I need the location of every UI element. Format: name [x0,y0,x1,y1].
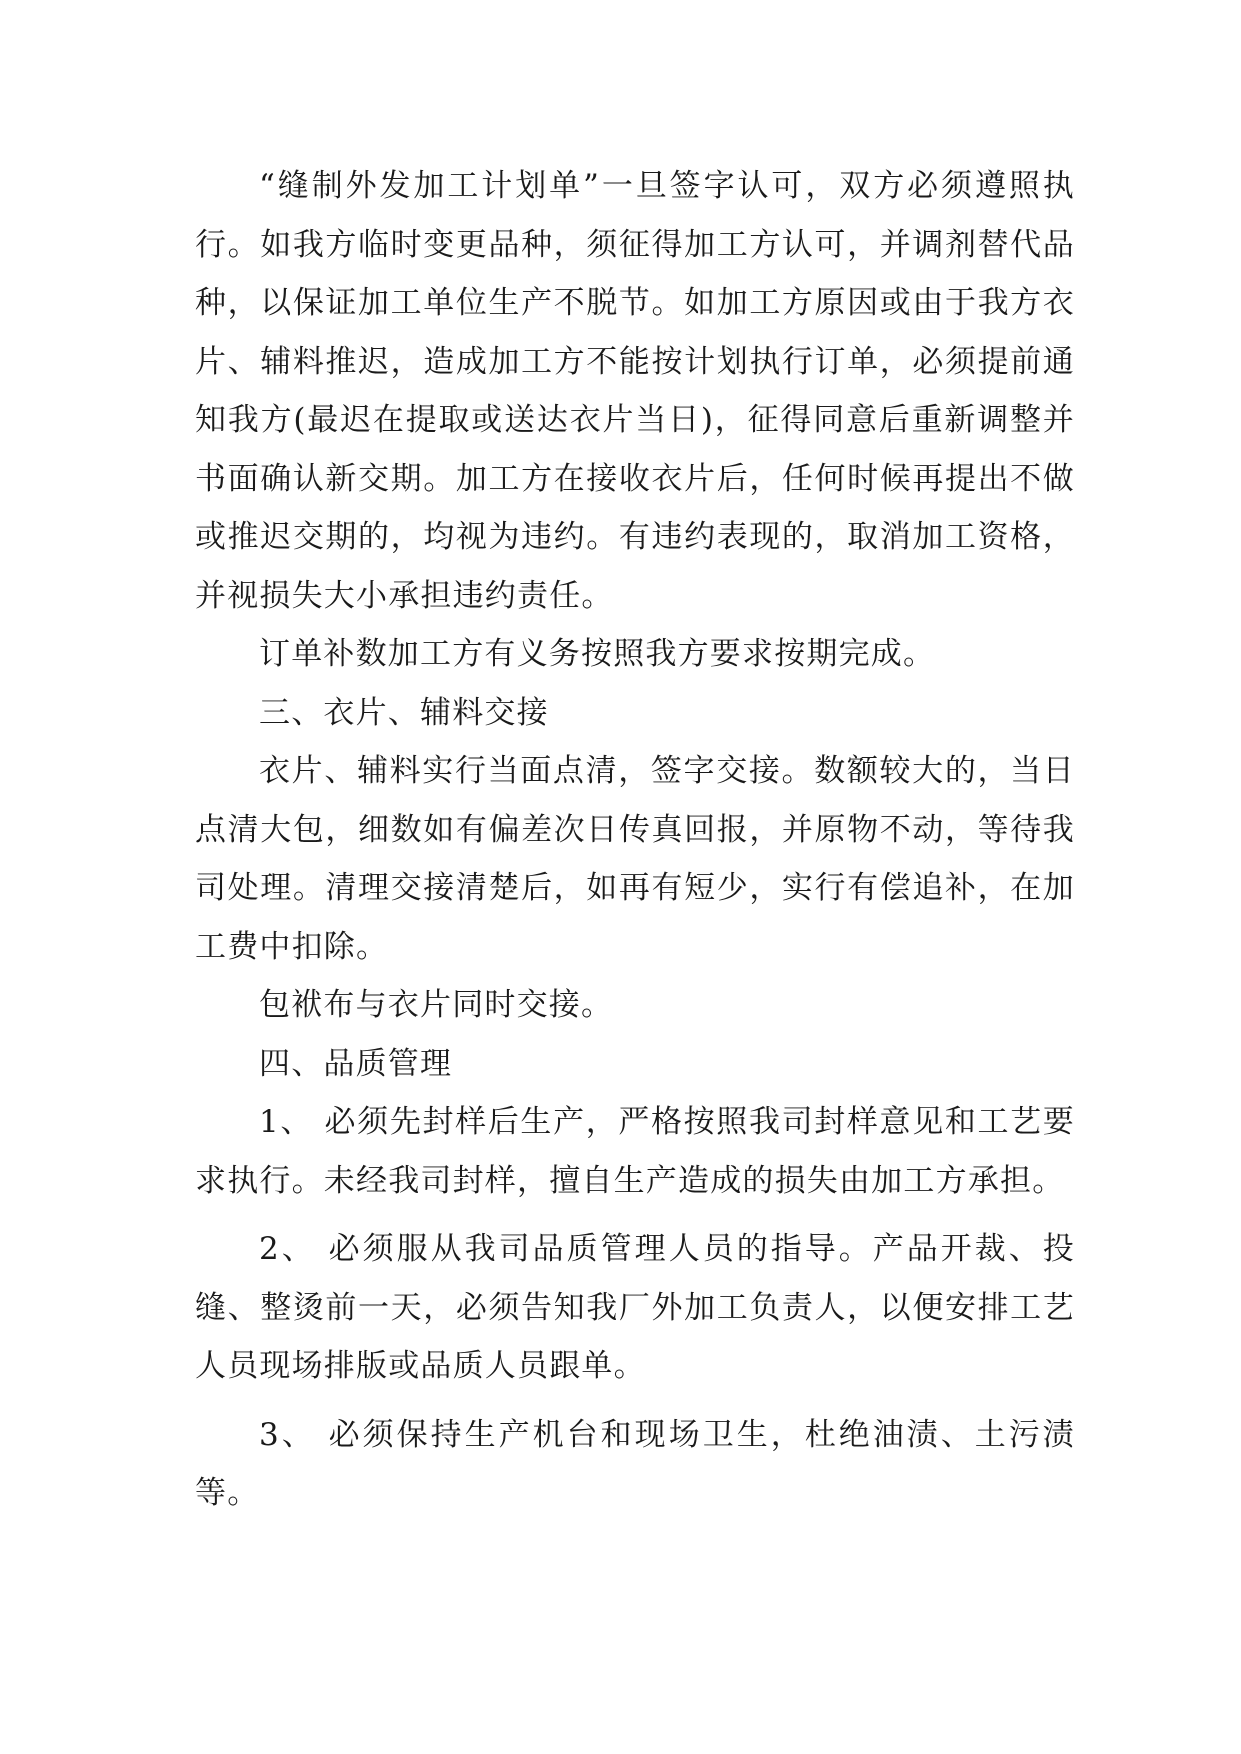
section-heading-handover: 三、衣片、辅料交接 [259,694,549,731]
list-item-quality-2: 2、 必须服从我司品质管理人员的指导。产品开裁、投缝、整烫前一天，必须告知我厂外加工负责人，以便安排工艺人员现场排版或品质人员跟单。 [195,1231,1075,1384]
section-heading-quality: 四、品质管理 [259,1045,453,1082]
list-item-quality-1: 1、 必须先封样后生产，严格按照我司封样意见和工艺要求执行。未经我司封样，擅自生产造成的损失由加工方承担。 [195,1104,1075,1199]
document-body [195,157,1075,1523]
paragraph-wrapping-cloth: 包袱布与衣片同时交接。 [259,987,614,1023]
paragraph-plan-agreement: “缝制外发加工计划单”一旦签字认可，双方必须遵照执行。如我方临时变更品种，须征得加工方认可，并调剂替代品种，以保证加工单位生产不脱节。如加工方原因或由于我方衣片、辅料推迟，造成加工方不能按计划执行订单，必须提前通知我方(最迟在提取或送达衣片当日)，征得同意后重新调整并书面确认新交期。加工方在接收衣片后，任何时候再提出不做或推迟交期的，均视为违约。有违约表现的，取消加工资格，并视损失大小承担违约责任。 [195,168,1075,614]
paragraph-order-supplement: 订单补数加工方有义务按照我方要求按期完成。 [259,636,936,672]
list-item-quality-3: 3、 必须保持生产机台和现场卫生，杜绝油渍、土污渍等。 [195,1416,1075,1511]
paragraph-handover-rules: 衣片、辅料实行当面点清，签字交接。数额较大的，当日点清大包，细数如有偏差次日传真回报，并原物不动，等待我司处理。清理交接清楚后，如再有短少，实行有偿追补，在加工费中扣除。 [195,753,1075,965]
